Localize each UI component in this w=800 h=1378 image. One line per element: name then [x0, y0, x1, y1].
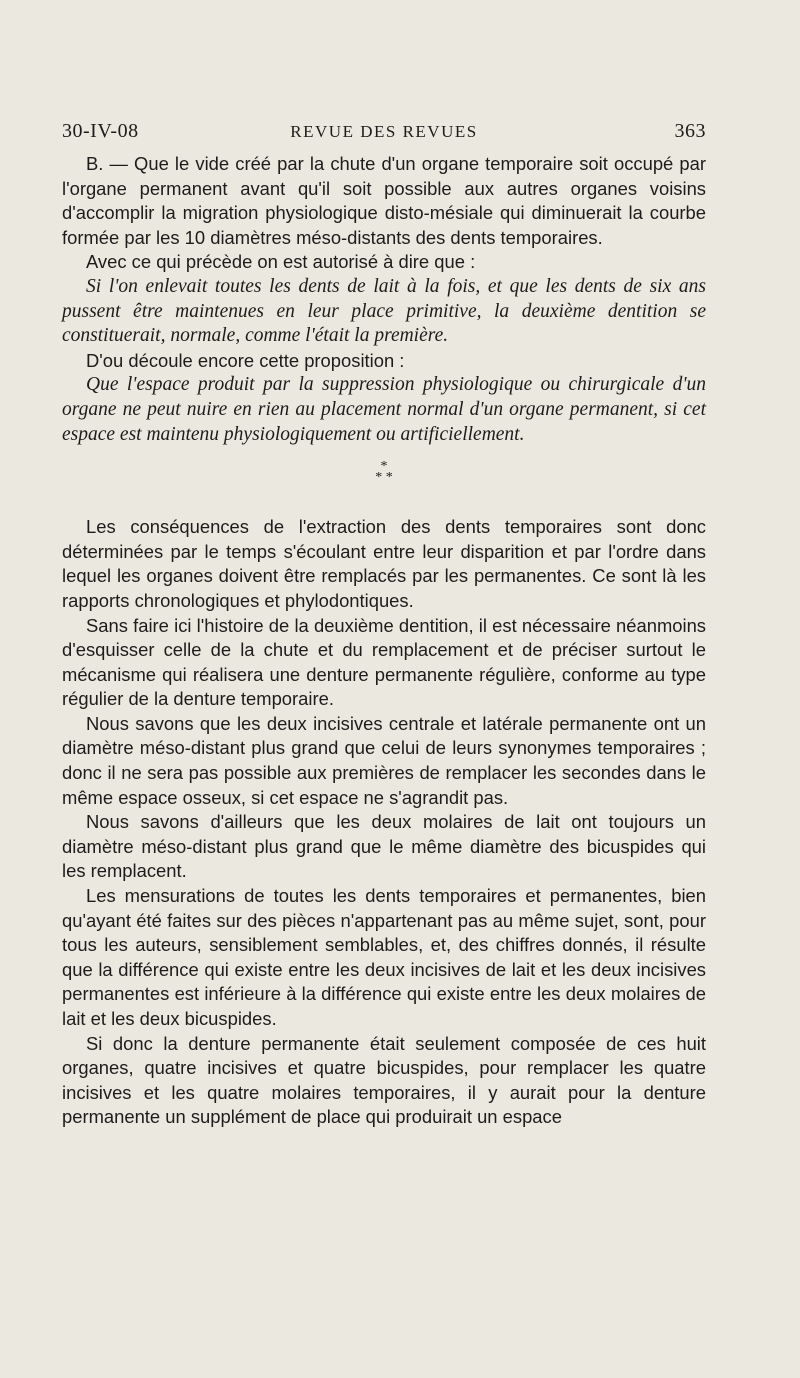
separator-star-top: *: [380, 459, 388, 475]
section-separator: [62, 459, 706, 486]
paragraph: Les mensurations de toutes les dents temporaires et permanentes, bien qu'ayant été faites sur des pièces n'appartenant pas au même sujet, sont, pour tous les auteurs, sensiblement semblables, et, des chiffres donnés, il résulte que la différence qui existe entre les deux incisives de lait et les deux incisives permanentes est inférieure à la différence qui existe entre les deux molaires de lait et les deux bicuspides.: [62, 885, 706, 1029]
italic-paragraph: Que l'espace produit par la suppression physiologique ou chirurgicale d'un organe ne peut nuire en rien au placement normal d'un organe permanent, si cet espace est maintenu physiologiquement ou artificiellement.: [62, 374, 706, 445]
page-number: 363: [674, 120, 706, 142]
paragraph: Nous savons d'ailleurs que les deux molaires de lait ont toujours un diamètre méso-distant plus grand que le même diamètre des bicuspides qui les remplacent.: [62, 811, 706, 882]
paragraph: Sans faire ici l'histoire de la deuxième dentition, il est nécessaire néanmoins d'esquisser celle de la chute et du remplacement et de préciser surtout le mécanisme qui réalisera une denture permanente régulière, conforme au type régulier de la denture temporaire.: [62, 614, 706, 710]
paragraph: Les conséquences de l'extraction des dents temporaires sont donc déterminées par le temps s'écoulant entre leur disparition et par l'ordre dans lequel les organes doivent être remplacés par les permanentes. Ce sont là les rapports chronologiques et phylodontiques.: [62, 516, 706, 611]
paragraph: Nous savons que les deux incisives centrale et latérale permanente ont un diamètre méso-distant plus grand que celui de leurs synonymes temporaires ; donc il ne sera pas possible aux premières de remplacer les secondes dans le même espace osseux, si cet espace ne s'agrandit pas.: [62, 712, 706, 808]
paragraph: Si donc la denture permanente était seulement composée de ces huit organes, quatre incisives et quatre bicuspides, pour remplacer les quatre incisives et les quatre molaires temporaires, il y aurait pour la denture permanente un supplément de place qui produirait un espace: [62, 1032, 706, 1128]
paragraph: B. — Que le vide créé par la chute d'un organe temporaire soit occupé par l'organe permanent avant qu'il soit possible aux autres organes voisins d'accomplir la migration physiologique disto-mésiale qui diminuerait la courbe formée par les 10 diamètres méso-distants des dents temporaires.: [62, 153, 706, 248]
running-head: [62, 120, 706, 146]
paragraph: D'ou découle encore cette proposition :: [86, 349, 405, 371]
body-text: [62, 152, 706, 1130]
issue-date: 30-IV-08: [62, 120, 139, 142]
separator-stars-bottom: * *: [375, 470, 393, 486]
journal-title: REVUE DES REVUES: [290, 122, 478, 141]
italic-paragraph: Si l'on enlevait toutes les dents de lait à la fois, et que les dents de six ans pussent être maintenues en leur place primitive, la deuxième dentition se constituerait, normale, comme l'était la première.: [62, 275, 706, 347]
paragraph: Avec ce qui précède on est autorisé à dire que :: [86, 251, 476, 273]
